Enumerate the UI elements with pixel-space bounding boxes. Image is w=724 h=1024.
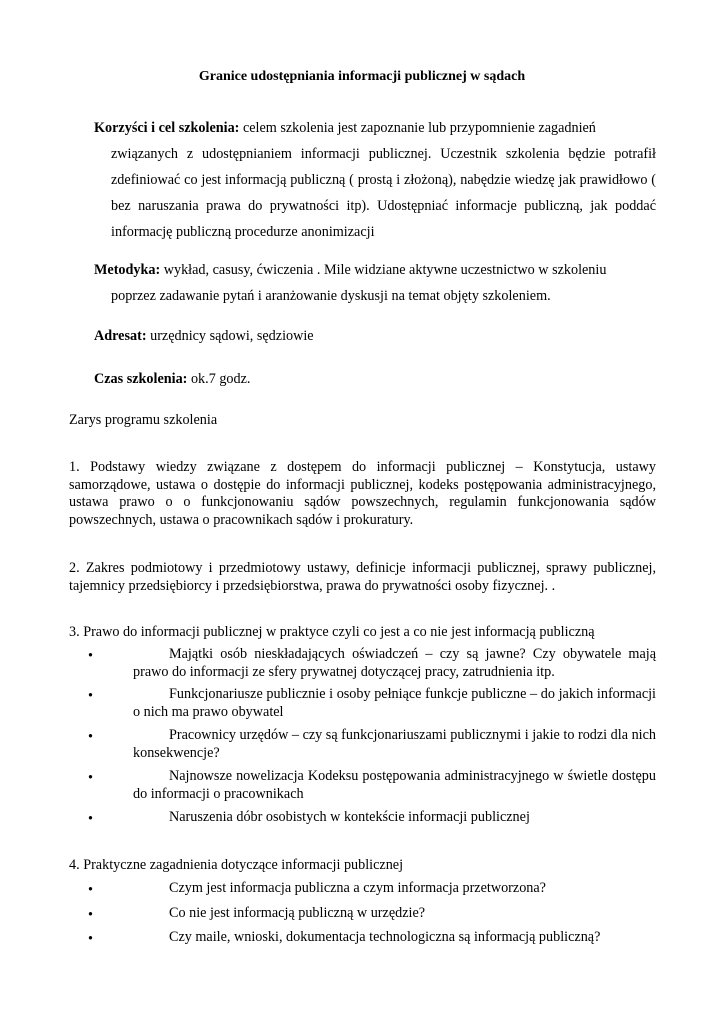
method-label: Metodyka: <box>94 262 161 278</box>
list-item: • Pracownicy urzędów – czy są funkcjonariuszami publicznymi i jakie to rodzi dla nich konsekwencje? <box>88 727 657 761</box>
bullet: • <box>88 688 93 704</box>
list-item: • Co nie jest informacją publiczną w urzędzie? <box>88 905 656 923</box>
audience-label: Adresat: <box>94 328 147 344</box>
bullet: • <box>88 770 93 786</box>
method-section <box>94 257 656 309</box>
benefits-label: Korzyści i cel szkolenia: <box>94 120 240 136</box>
duration-value: ok.7 godz. <box>190 371 251 387</box>
method-line1: wykład, casusy, ćwiczenia . Mile widziane aktywne uczestnictwo w szkoleniu <box>163 262 607 278</box>
bullet: • <box>88 907 93 923</box>
list-item: • Czy maile, wnioski, dokumentacja technologiczna są informacją publiczną? <box>88 929 656 947</box>
bullet: • <box>88 882 93 898</box>
list-item: • Czym jest informacja publiczna a czym informacja przetworzona? <box>88 880 656 898</box>
outline-point-3-heading: 3. Prawo do informacji publicznej w praktyce czyli co jest a co nie jest informacją publiczną <box>69 624 595 640</box>
list-item: • Majątki osób nieskładających oświadczeń – czy są jawne? Czy obywatele mają prawo do informacji ze sfery prywatnej dotyczącej pracy, zatrudnienia itp. <box>88 646 656 680</box>
bullet: • <box>88 811 93 827</box>
duration-label: Czas szkolenia: <box>94 371 188 387</box>
duration-section <box>94 366 656 392</box>
outline-heading: Zarys programu szkolenia <box>69 412 218 428</box>
bullet: • <box>88 648 93 664</box>
audience-value: urzędnicy sądowi, sędziowie <box>150 328 314 344</box>
bullet: • <box>88 931 93 947</box>
list-item: • Naruszenia dóbr osobistych w kontekście informacji publicznej <box>88 809 656 827</box>
audience-section <box>94 323 656 349</box>
benefits-line1: celem szkolenia jest zapoznanie lub przypomnienie zagadnień <box>242 120 596 136</box>
outline-point-1: 1. Podstawy wiedzy związane z dostępem do informacji publicznej – Konstytucja, ustawy samorządowe, ustawa o dostępie do informacji publicznej, kodeks postępowania administracyjnego, ustawa prawo o o funkcjonowaniu sądów powszechnych, regulamin funkcjonowania sądów powszechnych, ustawa o pracownikach sądów i prokuratury. <box>69 459 656 528</box>
bullet: • <box>88 729 93 745</box>
method-text: poprzez zadawanie pytań i aranżowanie dyskusji na temat objęty szkoleniem. <box>111 288 551 304</box>
list-item: • Najnowsze nowelizacja Kodeksu postępowania administracyjnego w świetle dostępu do informacji o pracownikach <box>88 768 656 802</box>
list-item: • Funkcjonariusze publicznie i osoby pełniące funkcje publiczne – do jakich informacji o nich ma prawo obywatel <box>88 686 656 720</box>
benefits-text: związanych z udostępnianiem informacji publicznej. Uczestnik szkolenia będzie potrafił zdefiniować co jest informacją publiczną ( prostą i złożoną), nabędzie wiedzę jak prawidłowo ( bez naruszania prawa do prywatności itp). Udostępniać informacje publiczną, jak poddać informację publiczną procedurze anonimizacji <box>111 146 656 240</box>
benefits-section <box>94 115 656 245</box>
outline-point-2: 2. Zakres podmiotowy i przedmiotowy ustawy, definicje informacji publicznej, sprawy publicznej, tajemnicy przedsiębiorcy i przedsiębiorstwa, prawa do prywatności osoby fizycznej. . <box>69 560 656 594</box>
outline-point-4-heading: 4. Praktyczne zagadnienia dotyczące informacji publicznej <box>69 857 404 873</box>
document-title: Granice udostępniania informacji publicznej w sądach <box>198 69 526 84</box>
